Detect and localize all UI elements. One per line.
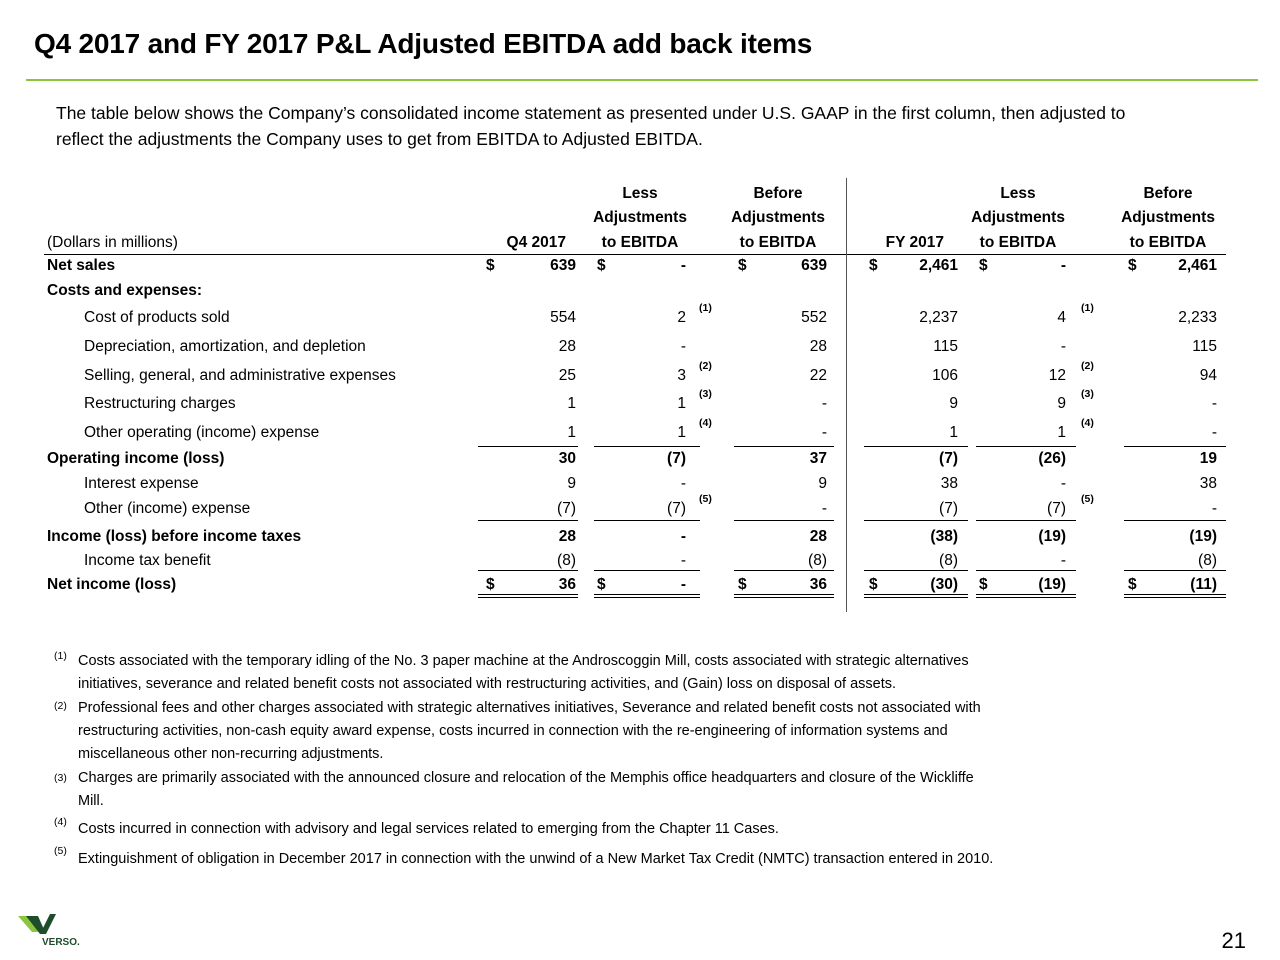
row-label: Costs and expenses: [47,282,203,299]
subtotal-rule [478,520,578,521]
table-cell-adj2: - [1060,257,1066,274]
subtotal-rule [976,520,1076,521]
footnote-ref: (4) [699,417,712,429]
table-cell-bef2: (11) [1190,576,1217,593]
units-label: (Dollars in millions) [47,234,178,251]
subtotal-rule [478,570,578,571]
header-before-2: to EBITDA [1129,234,1207,251]
total-double-rule [478,594,578,598]
header-before-2: Before [1143,185,1193,202]
table-cell-q4: 36 [558,576,576,593]
table-cell-adj2: - [1060,475,1066,492]
table-cell-q4: 554 [550,309,576,326]
table-cell-bef2: - [1211,424,1217,441]
header-underline [44,254,1226,255]
footnote-mark: (3) [54,772,67,784]
table-cell-bef2: 19 [1199,450,1217,467]
footnote-text: Extinguishment of obligation in December 2017 in connection with the unwind of a New Market Tax Credit (NMTC) transaction entered in 2010. [78,851,994,867]
footnote-ref: (5) [1081,493,1094,505]
table-cell-bef1: - [821,395,827,412]
header-less-2: Adjustments [971,209,1065,226]
column-separator [846,178,847,612]
subtotal-rule [864,446,968,447]
subtotal-rule [864,570,968,571]
row-label: Selling, general, and administrative expenses [84,367,396,384]
footnote-ref: (4) [1081,417,1094,429]
row-label: Cost of products sold [84,309,230,326]
total-double-rule [976,594,1076,598]
table-cell-bef1: - [821,424,827,441]
subtotal-rule [976,570,1076,571]
table-cell-bef1: 9 [818,475,827,492]
table-cell-fy: (8) [939,552,958,569]
page-number: 21 [1221,928,1246,953]
currency-symbol: $ [869,576,878,593]
currency-symbol: $ [1128,576,1137,593]
table-cell-fy: 9 [949,395,958,412]
header-before-2: Adjustments [1121,209,1215,226]
table-cell-fy: 38 [940,475,958,492]
header-before-1: Before [753,185,803,202]
table-cell-bef1: 28 [809,338,827,355]
table-cell-fy: (7) [939,450,958,467]
table-cell-bef2: - [1211,395,1217,412]
footnote-ref: (1) [1081,302,1094,314]
table-cell-adj2: 12 [1048,367,1066,384]
table-cell-q4: 1 [567,424,576,441]
table-cell-adj1: (7) [667,450,686,467]
table-cell-bef1: 22 [809,367,827,384]
footnote-text: Costs associated with the temporary idling of the No. 3 paper machine at the Androscoggin Mill, costs associated with strategic alternatives [78,653,969,669]
table-cell-bef2: - [1211,500,1217,517]
currency-symbol: $ [979,576,988,593]
subtotal-rule [1124,570,1226,571]
table-cell-fy: 2,461 [919,257,958,274]
header-less-2: Less [1000,185,1036,202]
subtotal-rule [864,520,968,521]
footnote-text: initiatives, severance and related benefit costs not associated with restructuring activities, and (Gain) loss on disposal of assets. [78,676,897,692]
table-cell-bef1: 552 [801,309,827,326]
footnote-text: miscellaneous other non-recurring adjustments. [78,746,384,762]
footnote-mark: (5) [54,845,67,857]
row-label: Income (loss) before income taxes [47,528,302,545]
table-cell-adj1: 1 [677,395,686,412]
header-before-1: Adjustments [731,209,825,226]
total-double-rule [864,594,968,598]
currency-symbol: $ [597,257,606,274]
footnote-mark: (1) [54,650,67,662]
subtotal-rule [594,570,700,571]
intro-line-2: reflect the adjustments the Company uses to get from EBITDA to Adjusted EBITDA. [56,129,703,149]
header-less-2: to EBITDA [979,234,1057,251]
table-cell-bef1: 28 [809,528,827,545]
header-less-1: Adjustments [593,209,687,226]
currency-symbol: $ [597,576,606,593]
table-cell-q4: 28 [558,528,576,545]
table-cell-adj2: (19) [1038,528,1066,545]
subtotal-rule [734,520,834,521]
table-cell-adj2: (19) [1038,576,1066,593]
table-cell-bef2: 2,461 [1178,257,1217,274]
table-cell-adj2: (26) [1038,450,1066,467]
table-cell-adj2: 9 [1057,395,1066,412]
footnote-mark: (2) [54,700,67,712]
table-cell-q4: (7) [557,500,576,517]
currency-symbol: $ [869,257,878,274]
subtotal-rule [594,446,700,447]
table-cell-q4: 1 [567,395,576,412]
table-cell-bef2: 115 [1192,338,1217,355]
footnote-ref: (2) [1081,360,1094,372]
row-label: Income tax benefit [84,552,211,569]
subtotal-rule [734,446,834,447]
table-cell-adj1: - [680,257,686,274]
intro-line-1: The table below shows the Company’s consolidated income statement as presented under U.S. GAAP in the first column, then adjusted to [56,103,1126,123]
table-cell-adj1: 3 [677,367,686,384]
table-cell-bef2: 94 [1199,367,1217,384]
table-cell-fy: (30) [930,576,958,593]
table-cell-adj1: - [680,528,686,545]
table-cell-adj1: - [680,338,686,355]
footnote-ref: (5) [699,493,712,505]
table-cell-adj1: (7) [667,500,686,517]
svg-text:VERSO.: VERSO. [42,937,80,948]
table-cell-adj2: - [1060,552,1066,569]
footnote-text: restructuring activities, non-cash equity award expense, costs incurred in connection with the re-engineering of information systems and [78,723,948,739]
total-double-rule [594,594,700,598]
table-cell-adj2: 4 [1057,309,1066,326]
table-cell-adj1: - [680,576,686,593]
verso-logo-icon [16,912,116,948]
footnote-ref: (1) [699,302,712,314]
table-cell-bef2: 38 [1199,475,1217,492]
header-before-1: to EBITDA [739,234,817,251]
row-label: Operating income (loss) [47,450,225,467]
row-label: Net sales [47,257,116,274]
table-cell-adj1: 1 [677,424,686,441]
table-cell-fy: 2,237 [919,309,958,326]
table-cell-fy: 106 [932,367,958,384]
currency-symbol: $ [979,257,988,274]
page-title: Q4 2017 and FY 2017 P&L Adjusted EBITDA add back items [34,28,813,59]
row-label: Depreciation, amortization, and depletion [84,338,366,355]
table-cell-adj1: 2 [677,309,686,326]
subtotal-rule [734,570,834,571]
table-cell-adj1: - [680,475,686,492]
header-q4: Q4 2017 [506,234,566,251]
header-less-1: Less [622,185,658,202]
row-label: Interest expense [84,475,199,492]
table-cell-q4: 9 [567,475,576,492]
footnote-ref: (2) [699,360,712,372]
currency-symbol: $ [486,576,495,593]
subtotal-rule [594,520,700,521]
subtotal-rule [976,446,1076,447]
footnote-text: Costs incurred in connection with advisory and legal services related to emerging from the Chapter 11 Cases. [78,821,779,837]
footnote-text: Professional fees and other charges associated with strategic alternatives initiatives, Severance and related benefit costs not associated with [78,700,981,716]
table-cell-q4: (8) [557,552,576,569]
currency-symbol: $ [1128,257,1137,274]
table-cell-fy: (7) [939,500,958,517]
row-label: Other operating (income) expense [84,424,320,441]
currency-symbol: $ [486,257,495,274]
footnote-text: Mill. [78,793,104,809]
row-label: Restructuring charges [84,395,236,412]
table-cell-bef2: 2,233 [1178,309,1217,326]
table-cell-fy: 1 [949,424,958,441]
footnote-mark: (4) [54,816,67,828]
table-cell-q4: 639 [550,257,576,274]
table-cell-bef1: 639 [801,257,827,274]
table-cell-q4: 30 [558,450,576,467]
footnote-ref: (3) [699,388,712,400]
table-cell-adj2: - [1060,338,1066,355]
header-less-1: to EBITDA [601,234,679,251]
row-label: Net income (loss) [47,576,177,593]
table-cell-bef2: (8) [1198,552,1217,569]
total-double-rule [1124,594,1226,598]
table-cell-bef1: 36 [809,576,827,593]
table-cell-fy: 115 [933,338,958,355]
table-cell-q4: 28 [558,338,576,355]
table-cell-fy: (38) [930,528,958,545]
table-cell-adj1: - [680,552,686,569]
subtotal-rule [478,446,578,447]
table-cell-bef1: (8) [808,552,827,569]
subtotal-rule [1124,520,1226,521]
row-label: Other (income) expense [84,500,251,517]
table-cell-adj2: (7) [1047,500,1066,517]
subtotal-rule [1124,446,1226,447]
currency-symbol: $ [738,257,747,274]
table-cell-adj2: 1 [1057,424,1066,441]
table-cell-bef2: (19) [1189,528,1217,545]
table-cell-bef1: 37 [809,450,827,467]
table-cell-q4: 25 [558,367,576,384]
currency-symbol: $ [738,576,747,593]
footnote-text: Charges are primarily associated with the announced closure and relocation of the Memphis office headquarters and closure of the Wickliffe [78,770,974,786]
footnote-ref: (3) [1081,388,1094,400]
table-cell-bef1: - [821,500,827,517]
header-fy: FY 2017 [885,234,944,251]
total-double-rule [734,594,834,598]
